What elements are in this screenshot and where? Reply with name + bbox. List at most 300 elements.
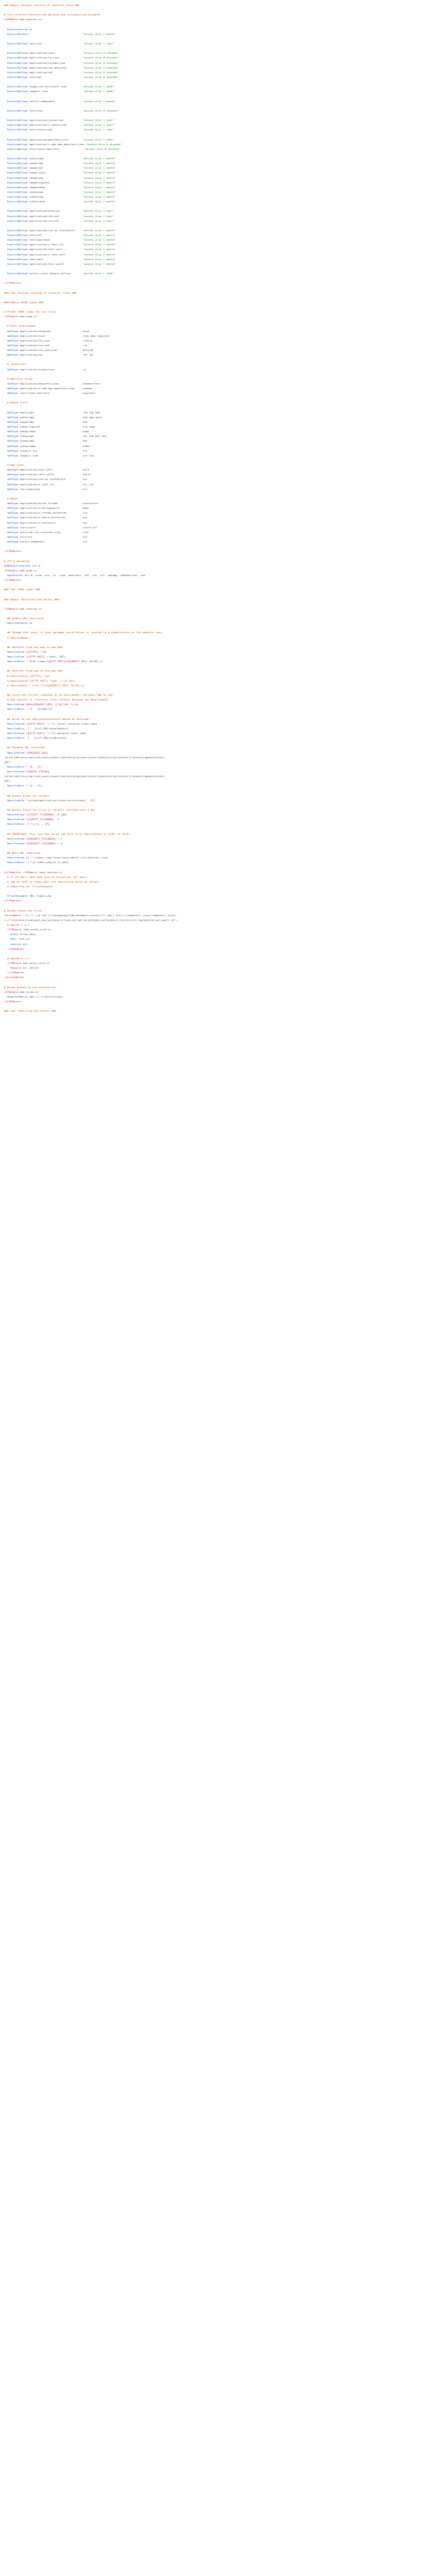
code-line	[4, 237, 422, 242]
code-token: ExpiresByType	[4, 161, 28, 165]
code-token: AddType	[4, 453, 19, 457]
code-token: AddDefaultCharset	[4, 563, 31, 567]
code-token: font/opentype	[28, 238, 83, 242]
code-token: ## Change this path, if your package installation is located in a subdirectory of the website root.	[4, 631, 163, 635]
code-line	[4, 990, 422, 994]
code-token: text/vtt vtt	[18, 534, 88, 538]
code-line	[4, 832, 422, 836]
code-line	[4, 65, 422, 70]
code-token: ExpiresByType	[4, 261, 28, 266]
code-token: AddType	[4, 367, 19, 371]
code-line	[4, 985, 422, 990]
code-token: <FilesMatch	[4, 913, 22, 917]
code-line	[4, 745, 422, 750]
code-token: </FilesMatch>	[4, 975, 25, 979]
code-token: </IfModule>	[4, 1000, 22, 1003]
code-token: %{HTTP_HOST}%{REQUEST_URI}	[46, 659, 88, 663]
code-line	[4, 587, 422, 592]
code-line	[4, 348, 422, 352]
code-token: video/mp4 f4v f4p m4v mp4	[18, 434, 107, 438]
code-line	[4, 61, 422, 65]
code-token: # Manifest files	[4, 376, 33, 380]
code-token: AddType	[4, 540, 19, 543]
code-token: AddType	[4, 448, 19, 452]
code-line	[4, 477, 422, 481]
code-line	[4, 965, 422, 970]
code-token: "access plus 1 month"	[83, 243, 116, 247]
code-line	[4, 290, 422, 295]
code-token: RewriteCond	[4, 817, 25, 821]
code-line	[4, 932, 422, 936]
code-line	[4, 137, 422, 142]
code-token: >	[35, 315, 38, 319]
code-line	[4, 674, 422, 678]
code-token: AddType	[4, 530, 19, 534]
code-token: %{SCRIPT_FILENAME}	[24, 817, 54, 821]
code-token: ^.*$ - [F]	[24, 764, 42, 768]
code-token: RewriteCond	[4, 856, 25, 860]
code-line	[4, 338, 422, 343]
code-token: "access plus 0 seconds"	[83, 51, 119, 55]
code-token: application/x-opera-extension oex	[18, 516, 88, 520]
code-token: "access plus 0 seconds"	[83, 70, 119, 74]
code-line	[4, 764, 422, 769]
code-token: RewriteCond	[4, 721, 25, 725]
code-token: application/x-bb-appworld bbaw	[18, 506, 89, 510]
code-token: on	[28, 27, 33, 31]
code-line	[4, 438, 422, 443]
code-token: ## Disable SQL injection	[4, 746, 45, 750]
code-token: >	[37, 990, 39, 994]
code-line	[4, 218, 422, 223]
code-token: ExpiresByType	[4, 85, 28, 89]
code-line	[4, 970, 422, 975]
code-token: AddType	[4, 473, 19, 477]
code-line	[4, 89, 422, 93]
code-token: text/javascript	[28, 128, 83, 132]
code-token: "access plus 1 month"	[83, 185, 116, 189]
code-token: RewriteRule	[4, 784, 25, 788]
code-line	[4, 285, 422, 290]
code-token: application/rdf+xml	[28, 214, 83, 218]
code-token: AddType	[4, 468, 19, 472]
code-token: application/x-font-woff	[28, 252, 83, 256]
code-token: ExpiresByType	[4, 214, 28, 218]
code-line	[4, 506, 422, 510]
code-token: </IfModule>	[4, 281, 22, 285]
code-line	[4, 185, 422, 190]
code-line	[4, 386, 422, 391]
code-token: video/ogg	[28, 195, 83, 198]
code-line	[4, 582, 422, 587]
code-line	[4, 592, 422, 596]
code-token: application/schema+json	[28, 61, 83, 65]
code-token: AddType	[4, 425, 19, 428]
code-token: ### End: Rewriting and Access ###	[4, 1009, 56, 1013]
code-token: ExpiresByType	[4, 185, 28, 189]
code-token: (alter|declare|char|set|cast|convert|delete|drop|exec|insert|meta|script|select|truncate|update|union)	[4, 755, 165, 759]
code-token: # Other	[4, 496, 19, 500]
code-token: AddType	[4, 511, 19, 515]
code-line	[4, 305, 422, 309]
code-line	[4, 553, 422, 558]
code-token: ExpiresByType	[4, 257, 28, 261]
code-token: </IfModule>	[4, 971, 25, 975]
code-token: "access plus 1 week"	[83, 85, 114, 89]
code-token: video/webm webm	[18, 444, 89, 448]
code-token: </IfModule>	[4, 899, 22, 903]
code-token: %{HTTPS}	[24, 649, 39, 653]
code-line	[4, 947, 422, 951]
code-token: ExpiresByType	[4, 99, 28, 103]
code-line	[4, 70, 422, 75]
code-line	[4, 280, 422, 285]
code-token: image/png	[28, 175, 83, 179]
code-token: >	[40, 606, 42, 610]
code-line	[4, 534, 422, 539]
code-token: # can be sent to index.php, and everything works as normal.	[4, 879, 100, 883]
code-line	[4, 903, 422, 908]
code-line	[4, 3, 422, 7]
code-token: $0#%{REQUEST_URI}	[24, 702, 53, 707]
code-line	[4, 190, 422, 194]
code-line	[4, 875, 422, 879]
code-token: application/json json map topojson	[18, 333, 110, 337]
code-token: # Web fonts	[4, 463, 25, 467]
code-line	[4, 46, 422, 50]
code-token: text/cache-manifest	[28, 147, 85, 151]
code-line	[4, 549, 422, 553]
code-token: ExpiresByType	[4, 175, 28, 179]
code-token: # RewriteRule ^ http://%1%{REQUEST_URI} [R=301,L]	[4, 683, 85, 687]
code-token: (?:^|/)\. - [F]	[24, 822, 50, 826]
code-token: <IfModule	[4, 315, 19, 319]
code-line	[4, 127, 422, 132]
code-line	[4, 84, 422, 89]
code-token: RewriteCond	[4, 750, 25, 754]
code-token: "access plus 1 month"	[83, 195, 116, 198]
code-token: text/x-component	[28, 99, 83, 103]
code-line	[4, 740, 422, 745]
code-line	[4, 7, 422, 12]
code-token: AddType	[4, 482, 19, 486]
code-token: ExpiresByType	[4, 123, 28, 127]
code-token: allow,deny	[18, 932, 36, 936]
code-line	[4, 41, 422, 46]
code-line	[4, 559, 422, 563]
code-token: >	[48, 961, 50, 965]
code-token: RewriteRule	[4, 798, 25, 802]
code-line	[4, 942, 422, 947]
code-token: ExpiresByType	[4, 142, 28, 146]
code-line	[4, 372, 422, 376]
code-token: <IfModule	[4, 606, 19, 610]
code-token: <IfModule	[23, 870, 38, 874]
code-token: AddType	[4, 444, 19, 448]
code-token: ## Access block for files or folders starting with a dot	[4, 808, 95, 811]
code-line	[4, 697, 422, 702]
code-line	[4, 362, 422, 366]
code-token: application/vnd.geo+json geojson	[18, 348, 94, 352]
code-token: mod_expires.c	[18, 17, 40, 22]
code-token: AddType	[4, 338, 19, 342]
code-token: ExpiresByType	[4, 272, 28, 275]
code-token: "access plus 1 week"	[83, 137, 114, 141]
code-token: application/x-chrome-extension crx	[18, 511, 88, 515]
code-token: RewriteRule	[4, 726, 25, 730]
code-token: RewriteEngine	[4, 621, 28, 625]
code-line	[4, 22, 422, 27]
code-line	[4, 329, 422, 333]
code-line	[4, 855, 422, 860]
code-line	[4, 793, 422, 798]
code-line	[4, 836, 422, 841]
code-line	[4, 415, 422, 419]
code-line	[4, 616, 422, 620]
code-token: AddCharset	[4, 573, 24, 577]
code-token: !mod_rewrite.c	[37, 870, 61, 874]
code-line	[4, 424, 422, 429]
code-token: "access plus 0 seconds"	[83, 75, 119, 79]
code-line	[4, 233, 422, 237]
code-token	[50, 770, 51, 773]
code-token: text/x-cross-domain-policy	[28, 272, 83, 275]
code-token: application/x-web-app-manifest+json webapp	[18, 387, 93, 390]
code-line	[4, 798, 422, 803]
code-token: (alter|declare|char|set|cast|convert|delete|drop|exec|insert|meta|script|select|truncate|update|union)	[4, 774, 165, 778]
code-token: "access plus 0 seconds"	[83, 61, 119, 65]
code-token: AddType	[4, 410, 19, 414]
code-token: "access plus 1 month"	[83, 261, 116, 266]
code-line	[4, 649, 422, 654]
code-token: AddType	[4, 348, 19, 352]
code-token: utf-8	[30, 563, 40, 567]
code-line	[4, 453, 422, 458]
code-line	[4, 678, 422, 683]
code-token: ## Access block for folders	[4, 793, 50, 797]
code-token: application/vnd.ms-fontobject eot	[18, 477, 88, 481]
code-token: ExpiresByType	[4, 75, 28, 79]
code-token: application/x-xpinstall xpi	[18, 520, 88, 524]
code-token: [NC]	[4, 779, 11, 783]
code-token: ### Begin: Rewriting and Access ###	[4, 597, 59, 601]
code-line	[4, 1008, 422, 1013]
code-line	[4, 846, 422, 850]
code-token	[29, 32, 83, 36]
code-token: "access plus 0 seconds"	[83, 65, 119, 69]
code-token: AddType	[4, 387, 19, 390]
code-line	[4, 870, 422, 875]
code-token: RewriteRule	[4, 822, 25, 826]
code-token: application/xml rdf xml	[18, 353, 94, 357]
code-line	[4, 692, 422, 697]
code-token: on	[28, 621, 33, 625]
code-line	[4, 573, 422, 577]
code-token: ### End: MIME types ###	[4, 588, 40, 592]
code-line	[4, 319, 422, 323]
code-line	[4, 956, 422, 961]
code-token: ExpiresByType	[4, 61, 28, 65]
code-token: audio/ogg	[28, 157, 83, 160]
code-line	[4, 113, 422, 118]
code-line	[4, 980, 422, 985]
code-token: application/font-woff2 woff2	[18, 473, 91, 477]
code-token: from all	[16, 937, 31, 941]
code-line	[4, 807, 422, 812]
code-line	[4, 865, 422, 870]
code-token: AddType	[4, 343, 19, 347]
code-line	[4, 419, 422, 424]
code-line	[4, 357, 422, 362]
code-token: image/vnd.microsoft.icon	[28, 85, 83, 89]
code-token: ### End: Browser caching of resource files ###	[4, 290, 77, 294]
code-token: # Data interchange	[4, 324, 36, 328]
code-line	[4, 663, 422, 668]
code-token: video/mp4	[28, 190, 83, 194]
code-line	[4, 817, 422, 821]
code-token: "access plus 1 month"	[83, 257, 116, 261]
code-line	[4, 707, 422, 711]
code-line	[4, 640, 422, 645]
code-token: ExpiresByType	[4, 108, 28, 112]
code-token: %{HTTP_HOST}	[24, 731, 45, 735]
code-token: AddType	[4, 391, 19, 395]
code-token: application/json	[28, 51, 83, 55]
code-line	[4, 472, 422, 477]
code-token: "access plus 0 seconds"	[83, 108, 119, 112]
code-line	[4, 261, 422, 266]
code-line	[4, 999, 422, 1004]
code-token: text/cache-manifest appcache	[18, 391, 95, 395]
code-token: "access plus 1 month"	[83, 200, 116, 204]
code-line	[4, 721, 422, 726]
code-token: RewriteCond	[4, 702, 25, 707]
code-line	[4, 391, 422, 395]
code-token: ## Redirect from non-www to www ###	[4, 645, 62, 649]
code-token: AddType	[4, 381, 19, 385]
code-token: audio/mp4 f4a f4b m4a	[18, 410, 100, 414]
code-line	[4, 889, 422, 893]
code-token: ExpiresByType	[4, 166, 28, 170]
code-token: # This affects Frontend and Backend and increases performance.	[4, 13, 102, 17]
code-token: application/vnd.ms-fontobject	[28, 228, 83, 232]
code-token: %{SCRIPT_FILENAME}	[24, 813, 54, 817]
code-token: ExpiresByType	[4, 218, 28, 223]
code-token: ^.*$ - [F]	[24, 784, 42, 788]
code-token: %{HTTP_HOST}	[24, 721, 45, 725]
code-line	[4, 122, 422, 127]
code-token: text/html	[28, 108, 83, 112]
code-line	[4, 491, 422, 496]
code-line	[4, 444, 422, 448]
code-token: ExpiresByType	[4, 157, 28, 160]
code-listing	[0, 0, 422, 1013]
code-line	[4, 93, 422, 98]
code-line	[4, 683, 422, 688]
code-token: # RewriteBase /	[4, 635, 31, 639]
code-token: ^system/application/resources/private/ - [F]	[24, 798, 95, 802]
code-token: RewriteRule	[4, 707, 25, 711]
code-token: !-d	[56, 841, 62, 845]
code-token: Deny	[4, 937, 17, 941]
code-token: image/jpeg	[28, 171, 83, 175]
code-line	[4, 530, 422, 534]
code-line	[4, 630, 422, 635]
code-line	[4, 893, 422, 898]
code-token: # Proper MIME types for all files	[4, 310, 56, 313]
code-token: 404 /index.php	[28, 894, 52, 898]
code-token: ## Main URL rewriting.	[4, 851, 42, 855]
code-line	[4, 717, 422, 721]
code-token: ExpiresByType	[4, 147, 28, 151]
code-token: application/x-web-app-manifest+json	[28, 142, 86, 146]
code-token: <IfModule	[4, 17, 19, 22]
code-token: font/woff	[28, 257, 83, 261]
code-line	[4, 879, 422, 884]
code-token: all denied	[21, 966, 39, 970]
code-line	[4, 731, 422, 735]
code-token: ExpiresByType	[4, 243, 28, 247]
code-token: application/manifest+json	[28, 137, 83, 141]
code-token: RewriteCond	[4, 770, 25, 773]
code-line	[4, 79, 422, 84]
code-token: </IfModule>	[4, 947, 25, 951]
code-line	[4, 884, 422, 889]
code-token: ^(.*)\.kargrea-tine\.com$	[44, 731, 86, 735]
code-line	[4, 544, 422, 549]
code-token: >	[35, 568, 38, 572]
code-line	[4, 395, 422, 400]
code-token: ### Begin: Browser caching of resource files ###	[4, 3, 80, 7]
code-token: "access plus 1 month"	[83, 161, 116, 165]
code-line	[4, 142, 422, 147]
code-token: application/manifest+json webmanifest	[18, 381, 100, 385]
code-token: ExpiresByType	[4, 42, 28, 45]
code-token: ExpiresActive	[4, 27, 28, 31]
code-line	[4, 898, 422, 903]
code-line	[4, 908, 422, 913]
code-token: AddType	[4, 430, 19, 434]
code-token: <IfModule	[4, 961, 22, 965]
code-line	[4, 50, 422, 55]
code-token: AddType	[4, 333, 19, 337]
code-token: ErrorDocument	[4, 894, 28, 898]
code-line	[4, 702, 422, 707]
code-line	[4, 462, 422, 467]
code-line	[4, 918, 422, 922]
code-line	[4, 841, 422, 846]
code-token: "access plus 1 month"	[83, 238, 116, 242]
code-token: ## Enable URL rewriting	[4, 616, 44, 620]
code-token: -f	[54, 817, 59, 821]
code-token: ExpiresByType	[4, 128, 28, 132]
code-line	[4, 458, 422, 462]
code-token: application/vnd.geo+json	[28, 65, 83, 69]
code-line	[4, 783, 422, 788]
code-token: ExpiresByType	[4, 180, 28, 184]
code-line	[4, 611, 422, 616]
code-token: video/ogg ogv	[18, 439, 88, 443]
code-line	[4, 515, 422, 520]
code-token: ExpiresByType	[4, 137, 28, 141]
code-token: application/rss+xml	[28, 218, 83, 223]
code-line	[4, 520, 422, 525]
code-token: application/octet-stream safariextz	[18, 501, 99, 505]
code-line	[4, 271, 422, 276]
code-line	[4, 352, 422, 357]
code-token: application/ld+json	[28, 56, 83, 60]
code-line	[4, 314, 422, 319]
